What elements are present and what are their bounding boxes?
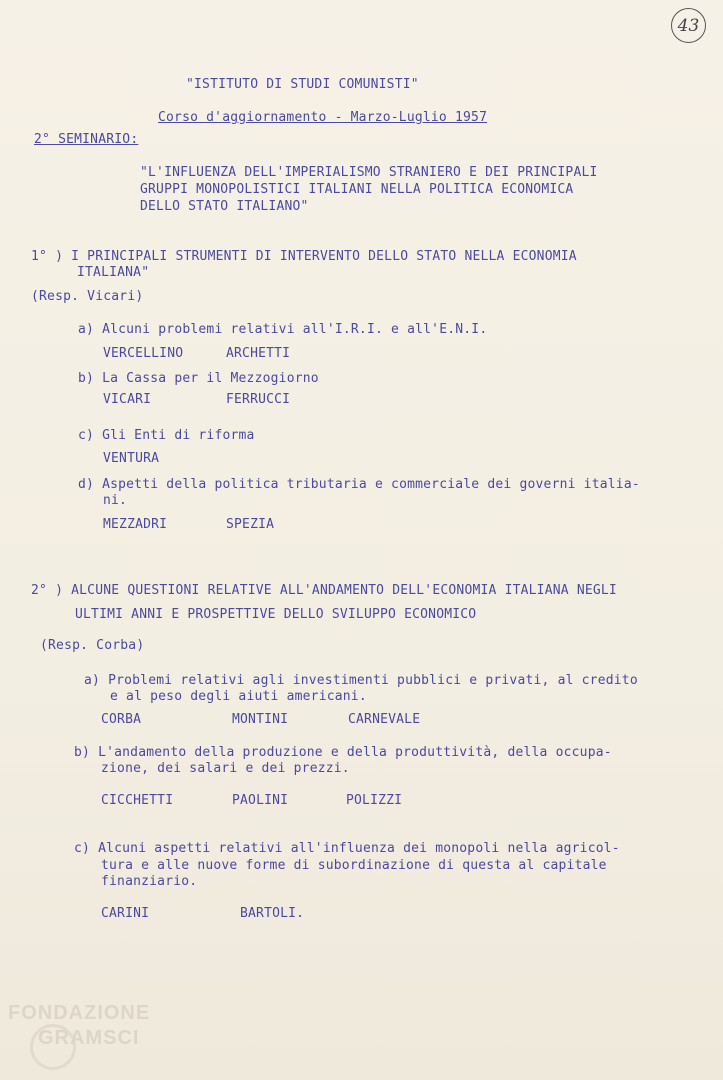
seminar-label: 2° SEMINARIO: <box>34 132 139 147</box>
participant-name: VERCELLINO <box>103 346 184 361</box>
section1-title: 1° ) I PRINCIPALI STRUMENTI DI INTERVENTO DELLO STATO NELLA ECONOMIA <box>31 249 577 264</box>
participant-name: CARNEVALE <box>348 712 421 727</box>
institute-title: "ISTITUTO DI STUDI COMUNISTI" <box>186 77 419 92</box>
participant-name: POLIZZI <box>346 793 403 808</box>
item-text: finanziario. <box>101 874 198 889</box>
participant-name: MEZZADRI <box>103 517 168 532</box>
page-number: 43 <box>677 15 700 36</box>
participant-name: VENTURA <box>103 451 160 466</box>
item-text: a) Problemi relativi agli investimenti pubblici e privati, al credito <box>84 673 638 688</box>
item-text: d) Aspetti della politica tributaria e commerciale dei governi italia- <box>78 477 640 492</box>
participant-name: CARINI <box>101 906 150 921</box>
item-text: b) La Cassa per il Mezzogiorno <box>78 371 319 386</box>
item-text: zione, dei salari e dei prezzi. <box>101 761 350 776</box>
section1-title: ITALIANA" <box>77 265 150 280</box>
item-text: tura e alle nuove forme di subordinazione di questa al capitale <box>101 858 607 873</box>
participant-name: PAOLINI <box>232 793 289 808</box>
watermark-line: GRAMSCI <box>38 1027 140 1049</box>
item-text: c) Gli Enti di riforma <box>78 428 255 443</box>
participant-name: SPEZIA <box>226 517 275 532</box>
section2-title: 2° ) ALCUNE QUESTIONI RELATIVE ALL'ANDAMENTO DELL'ECONOMIA ITALIANA NEGLI <box>31 583 617 598</box>
item-text: ni. <box>103 493 128 508</box>
watermark-line: FONDAZIONE <box>8 1002 151 1024</box>
participant-name: ARCHETTI <box>226 346 291 361</box>
page-number-stamp <box>671 8 706 43</box>
section1-resp: (Resp. Vicari) <box>31 289 144 304</box>
participant-name: FERRUCCI <box>226 392 291 407</box>
watermark <box>8 1002 150 1050</box>
participant-name: CICCHETTI <box>101 793 174 808</box>
section2-resp: (Resp. Corba) <box>40 638 145 653</box>
seminar-title-line: DELLO STATO ITALIANO" <box>140 199 309 214</box>
item-text: a) Alcuni problemi relativi all'I.R.I. e all'E.N.I. <box>78 322 488 337</box>
section2-title: ULTIMI ANNI E PROSPETTIVE DELLO SVILUPPO ECONOMICO <box>75 607 477 622</box>
participant-name: CORBA <box>101 712 142 727</box>
seminar-title-line: GRUPPI MONOPOLISTICI ITALIANI NELLA POLITICA ECONOMICA <box>140 182 574 197</box>
item-text: c) Alcuni aspetti relativi all'influenza dei monopoli nella agricol- <box>74 841 620 856</box>
course-title: Corso d'aggiornamento - Marzo-Luglio 1957 <box>158 110 488 125</box>
participant-name: VICARI <box>103 392 152 407</box>
participant-name: MONTINI <box>232 712 289 727</box>
participant-name: BARTOLI. <box>240 906 305 921</box>
item-text: b) L'andamento della produzione e della produttività, della occupa- <box>74 745 612 760</box>
seminar-title-line: "L'INFLUENZA DELL'IMPERIALISMO STRANIERO E DEI PRINCIPALI <box>140 165 598 180</box>
item-text: e al peso degli aiuti americani. <box>110 689 367 704</box>
